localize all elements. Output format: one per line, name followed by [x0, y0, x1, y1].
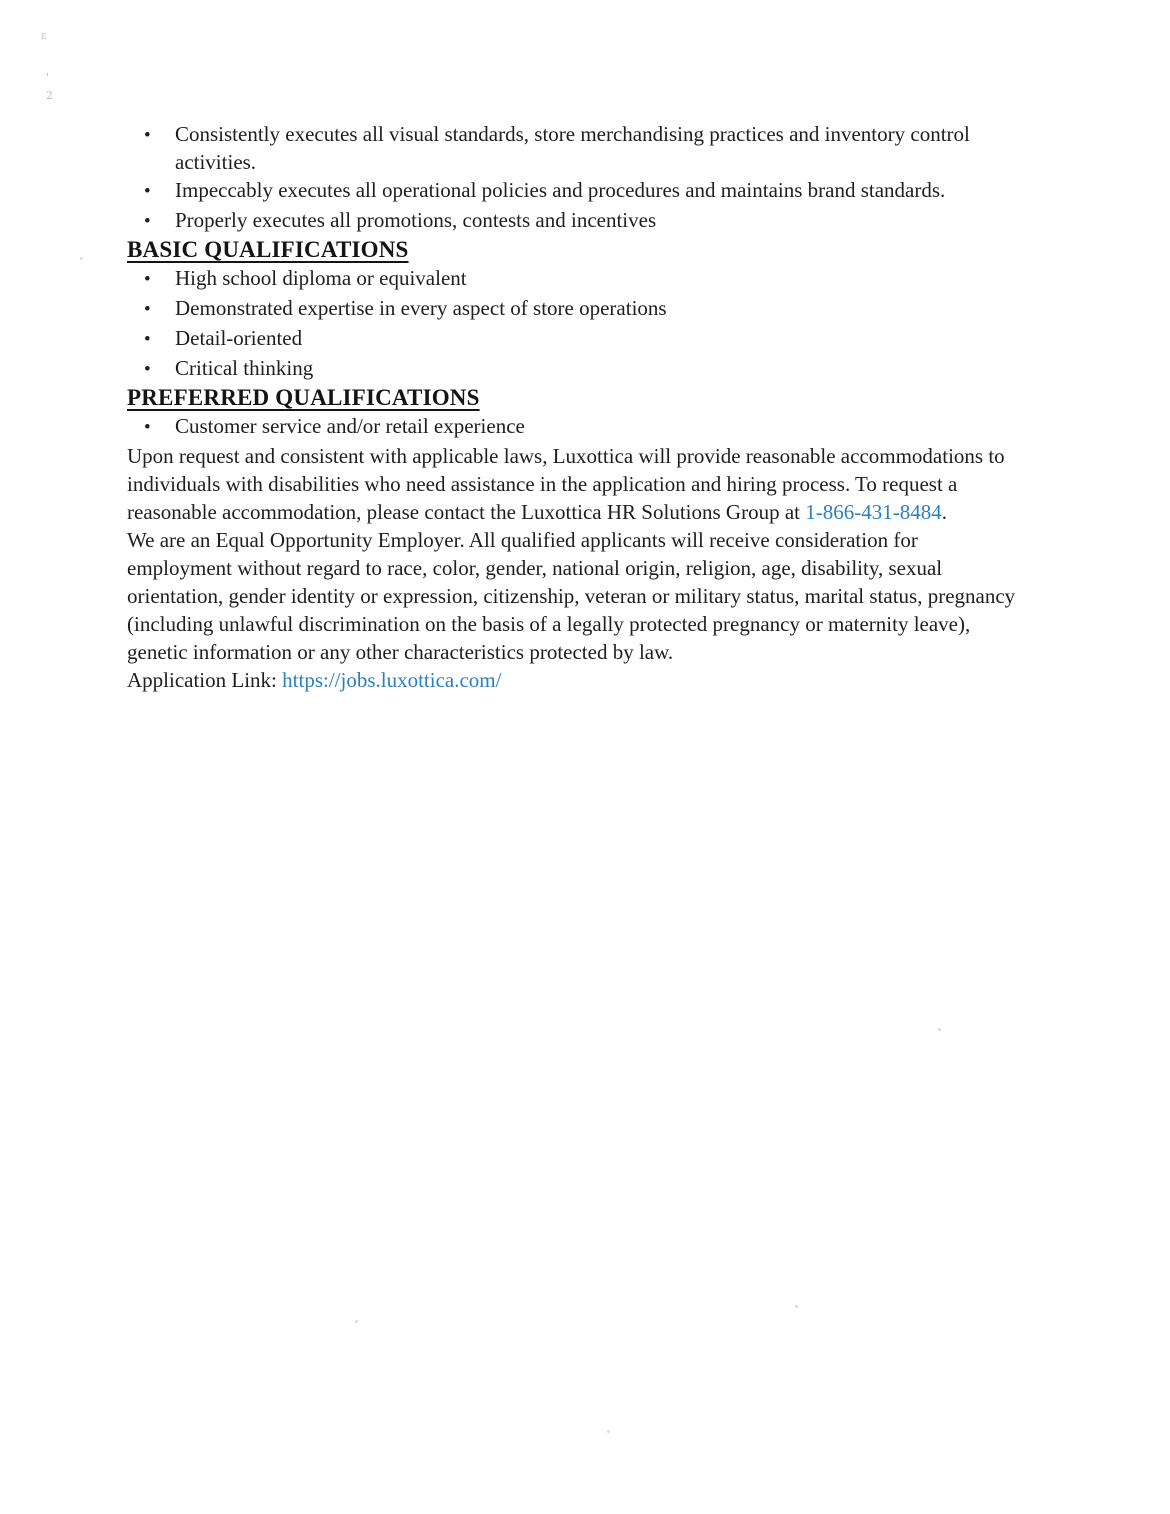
list-item-text: Demonstrated expertise in every aspect of store operations — [175, 296, 667, 320]
scan-speck — [795, 1305, 798, 1308]
section-heading-basic-qualifications: BASIC QUALIFICATIONS — [127, 237, 409, 262]
application-link-line — [127, 666, 1017, 694]
scan-artifact: ε — [41, 29, 47, 42]
scan-artifact: 2 — [46, 89, 53, 102]
list-item-text: Impeccably executes all operational policies and procedures and maintains brand standards. — [175, 178, 946, 202]
list-item — [127, 120, 1017, 176]
bullet-icon — [127, 264, 175, 294]
bullet-icon — [127, 294, 175, 324]
bullet-icon — [127, 176, 175, 206]
bullet-icon — [127, 324, 175, 354]
list-item-text: Critical thinking — [175, 356, 314, 380]
phone-link[interactable]: 1-866-431-8484 — [805, 500, 942, 524]
scan-speck — [355, 1320, 358, 1323]
bullet-icon — [127, 354, 175, 384]
scan-speck — [607, 1430, 610, 1433]
accommodation-text-end: . — [941, 500, 947, 524]
bullet-icon — [127, 412, 175, 442]
list-item — [127, 412, 1017, 442]
document-content — [127, 120, 1017, 694]
section-heading-preferred-qualifications: PREFERRED QUALIFICATIONS — [127, 385, 480, 410]
list-item-text: Properly executes all promotions, contests and incentives — [175, 208, 657, 232]
accommodation-paragraph — [127, 442, 1017, 526]
scan-speck — [938, 1028, 941, 1031]
list-item-text: High school diploma or equivalent — [175, 266, 467, 290]
list-item — [127, 264, 1017, 294]
list-item — [127, 176, 1017, 206]
basic-qualifications-list — [127, 264, 1017, 384]
list-item-text: Consistently executes all visual standards, store merchandising practices and inventory control activities. — [175, 122, 970, 174]
list-item-text: Detail-oriented — [175, 326, 303, 350]
eeo-paragraph: We are an Equal Opportunity Employer. All qualified applicants will receive consideration for employment without regard to race, color, gender, national origin, religion, age, disability, sexual orientation, gender identity or expression, citizenship, veteran or military status, marital status, pregnancy (including unlawful discrimination on the basis of a legally protected pregnancy or maternity leave), genetic information or any other characteristics protected by law. — [127, 528, 1016, 664]
bullet-icon — [127, 120, 175, 150]
application-url-link[interactable]: https://jobs.luxottica.com/ — [282, 668, 502, 692]
bullet-icon — [127, 206, 175, 236]
list-item — [127, 294, 1017, 324]
list-item — [127, 324, 1017, 354]
list-item — [127, 206, 1017, 236]
scan-speck — [80, 257, 83, 260]
responsibilities-list — [127, 120, 1017, 236]
scan-artifact: ' — [46, 71, 50, 84]
list-item-text: Customer service and/or retail experience — [175, 414, 525, 438]
application-link-label: Application Link: — [127, 668, 283, 692]
preferred-qualifications-list — [127, 412, 1017, 442]
accommodation-text: Upon request and consistent with applicable laws, Luxottica will provide reasonable accommodations to individuals with disabilities who need assistance in the application and hiring process. To request a reasonable accommodation, please contact the Luxottica HR Solutions Group at — [127, 444, 1005, 524]
list-item — [127, 354, 1017, 384]
